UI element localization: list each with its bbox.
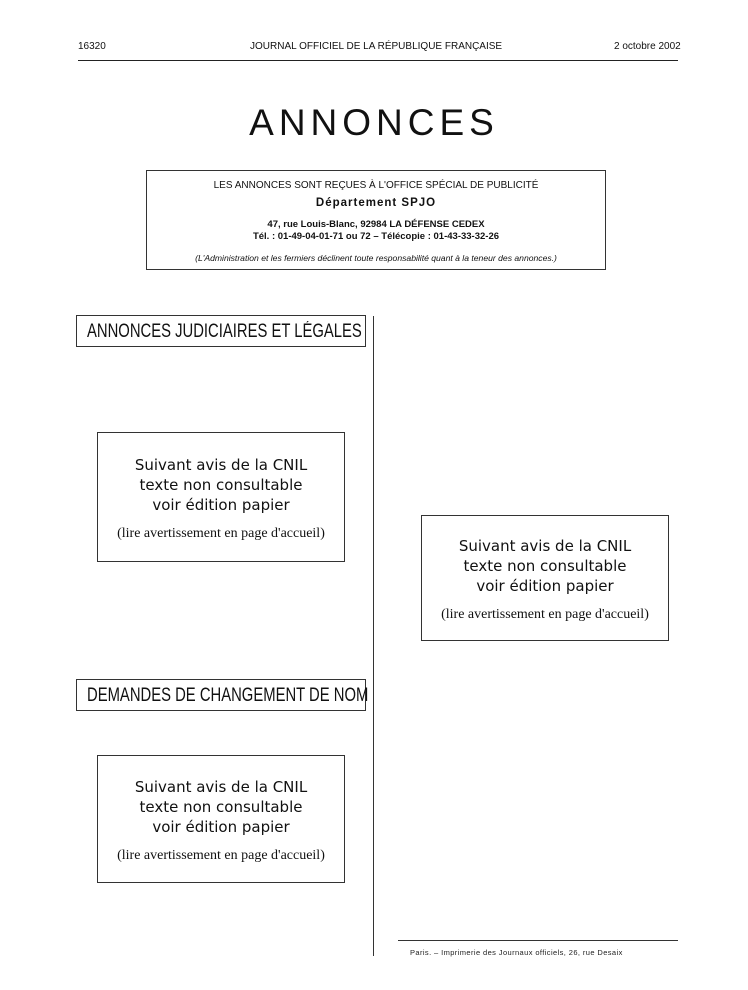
section-heading-label: ANNONCES JUDICIAIRES ET LÉGALES: [87, 321, 362, 342]
cnil-line: voir édition papier: [476, 577, 614, 595]
cnil-line: Suivant avis de la CNIL: [134, 456, 308, 474]
cnil-line: Suivant avis de la CNIL: [458, 537, 632, 555]
cnil-line: texte non consultable: [139, 798, 303, 816]
printer-imprint: Paris. – Imprimerie des Journaux officiels, 26, rue Desaix: [410, 948, 623, 957]
notice-phone: Tél. : 01-49-04-01-71 ou 72 – Télécopie : 01-43-33-32-26: [252, 231, 500, 242]
journal-title: JOURNAL OFFICIEL DE LA RÉPUBLIQUE FRANÇAISE: [250, 41, 503, 52]
cnil-warning: (lire avertissement en page d'accueil): [441, 607, 649, 622]
header-rule: [78, 60, 678, 61]
section-heading-label: DEMANDES DE CHANGEMENT DE NOM: [87, 685, 369, 706]
column-divider: [373, 316, 374, 956]
cnil-warning: (lire avertissement en page d'accueil): [117, 526, 325, 541]
page-number: 16320: [78, 41, 106, 52]
section-heading-judiciaires: [76, 315, 366, 347]
cnil-notice-box: [97, 432, 345, 562]
page-title: ANNONCES: [249, 102, 499, 143]
notice-box: [146, 170, 606, 270]
cnil-notice-box: [97, 755, 345, 883]
cnil-line: Suivant avis de la CNIL: [134, 778, 308, 796]
notice-disclaimer: (L'Administration et les fermiers déclinent toute responsabilité quant à la teneur des annonces.): [195, 253, 557, 263]
notice-line: LES ANNONCES SONT REÇUES À L'OFFICE SPÉCIAL DE PUBLICITÉ: [213, 180, 539, 191]
cnil-warning: (lire avertissement en page d'accueil): [117, 848, 325, 863]
cnil-line: voir édition papier: [152, 496, 290, 514]
notice-address: 47, rue Louis-Blanc, 92984 LA DÉFENSE CEDEX: [267, 219, 485, 230]
section-heading-changement-nom: [76, 679, 369, 711]
cnil-line: texte non consultable: [463, 557, 627, 575]
cnil-notice-box: [421, 515, 669, 641]
cnil-line: texte non consultable: [139, 476, 303, 494]
cnil-line: voir édition papier: [152, 818, 290, 836]
footer-rule: [398, 940, 678, 941]
issue-date: 2 octobre 2002: [614, 41, 681, 52]
notice-department: Département SPJO: [315, 197, 437, 209]
